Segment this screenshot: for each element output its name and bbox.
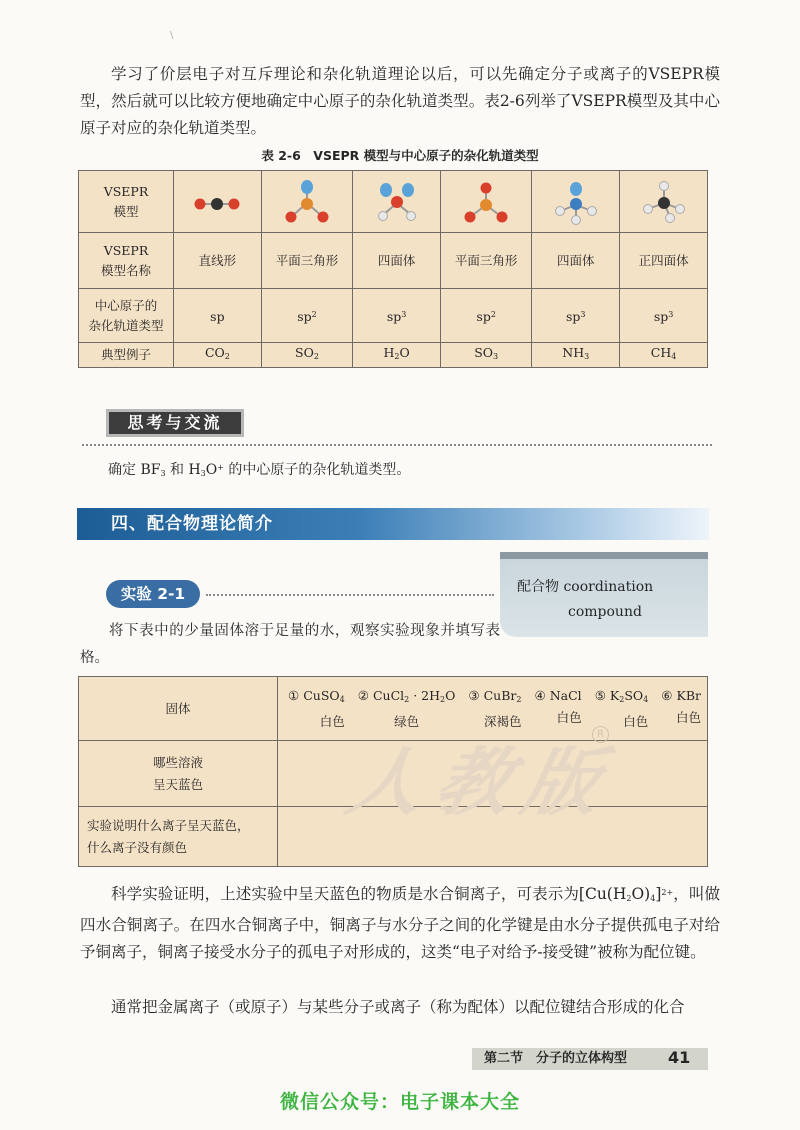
side-note-term: 配合物 coordination: [517, 579, 654, 595]
hybridization-cell: $sp^3$: [532, 289, 620, 343]
hybridization-cell: $sp^2$: [261, 289, 352, 343]
row-header-shape: VSEPR 模型名称: [79, 233, 174, 289]
side-note-box: [500, 552, 708, 637]
trigonal-planar-lone-pair-icon: [277, 177, 337, 227]
tetrahedral-two-lone-pair-icon: [367, 177, 427, 227]
row-header-example: 典型例子: [79, 343, 174, 368]
coordination-paragraph: 科学实验证明，上述实验中呈天蓝色的物质是水合铜离子，可表示为$[Cu(H_2O)_4]^{2+}$，叫做四水合铜离子。在四水合铜离子中，铜离子与水分子之间的化学键是由水分子提供孤电子对给予铜离子，铜离子接受水分子的孤电子对形成的，这类“电子对给予-接受键”被称为配位键。: [80, 885, 720, 961]
dotted-divider: [206, 594, 494, 596]
model-cell: [620, 171, 708, 233]
hybridization-cell: $sp^3$: [620, 289, 708, 343]
model-cell: [261, 171, 352, 233]
example-cell: $NH_3$: [532, 343, 620, 368]
linear-molecule-icon: [187, 182, 247, 222]
solid-item: ② CuCl$_2$ · $2H_2O$ 绿色: [357, 687, 456, 729]
solid-item: ⑤ $K_2SO_4$ 白色: [594, 687, 649, 729]
table-2-6-caption: 表 2-6 VSEPR 模型与中心原子的杂化轨道类型: [261, 148, 539, 163]
intro-paragraph: 学习了价层电子对互斥理论和杂化轨道理论以后，可以先确定分子或离子的VSEPR模型，然后就可以比较方便地确定中心原子的杂化轨道类型。表2-6列举了VSEPR模型及其中心原子对应的杂化轨道类型。: [80, 65, 720, 137]
section-title: 四、配合物理论简介: [77, 508, 709, 540]
solid-item: ⑥ KBr 白色: [661, 687, 701, 725]
dotted-divider: [82, 444, 712, 446]
model-cell: [532, 171, 620, 233]
publisher-watermark: 人教版: [339, 740, 622, 826]
model-cell: [353, 171, 441, 233]
experiment-instruction: 将下表中的少量固体溶于足量的水，观察实验现象并填写表格。: [80, 623, 500, 666]
solid-item: ③ CuBr$_2$ 深褐色: [468, 687, 522, 729]
shape-cell: 平面三角形: [261, 233, 352, 289]
example-cell: $CH_4$: [620, 343, 708, 368]
shape-cell: 平面三角形: [440, 233, 531, 289]
solid-item: ④ NaCl 白色: [534, 687, 582, 725]
model-cell: [174, 171, 262, 233]
stray-mark: \: [170, 30, 174, 41]
shape-cell: 直线形: [174, 233, 262, 289]
page-number: 41: [668, 1048, 691, 1067]
shape-cell: 正四面体: [620, 233, 708, 289]
hybridization-cell: $sp^3$: [353, 289, 441, 343]
example-cell: $SO_2$: [261, 343, 352, 368]
complex-definition-paragraph: 通常把金属离子（或原子）与某些分子或离子（称为配体）以配位键结合形成的化合: [111, 998, 685, 1016]
shape-cell: 四面体: [353, 233, 441, 289]
table-row: [79, 171, 708, 233]
table-row: [79, 289, 708, 343]
think-question: 确定 $BF_3$ 和 $H_3O^+$ 的中心原子的杂化轨道类型。: [108, 462, 411, 478]
tetrahedral-one-lone-pair-icon: [546, 177, 606, 227]
table-row: [79, 233, 708, 289]
example-cell: $SO_3$: [440, 343, 531, 368]
hybridization-cell: $sp^2$: [440, 289, 531, 343]
trigonal-planar-icon: [456, 177, 516, 227]
example-cell: $H_2O$: [353, 343, 441, 368]
table-row: [79, 343, 708, 368]
registered-mark: R: [592, 726, 609, 743]
hybridization-cell: sp: [174, 289, 262, 343]
row-header-explanation: 实验说明什么离子呈天蓝色， 什么离子没有颜色: [79, 807, 278, 867]
header-solid: 固体: [79, 677, 278, 741]
side-note-term-2: compound: [568, 604, 642, 620]
shape-cell: 四面体: [532, 233, 620, 289]
wechat-watermark: 微信公众号：电子课本大全: [279, 1091, 520, 1113]
footer-section: 第二节 分子的立体构型: [484, 1051, 628, 1066]
experiment-badge: 实验 2-1: [106, 580, 200, 608]
model-cell: [440, 171, 531, 233]
think-and-discuss-badge: 思考与交流: [106, 409, 244, 437]
vsepr-table: [78, 170, 708, 368]
row-header-model: VSEPR 模型: [79, 171, 174, 233]
solid-item: ① CuSO$_4$ 白色: [288, 687, 345, 729]
row-header-hybridization: 中心原子的 杂化轨道类型: [79, 289, 174, 343]
example-cell: $CO_2$: [174, 343, 262, 368]
tetrahedral-icon: [634, 177, 694, 227]
row-header-blue-solutions: 哪些溶液 呈天蓝色: [79, 741, 278, 807]
